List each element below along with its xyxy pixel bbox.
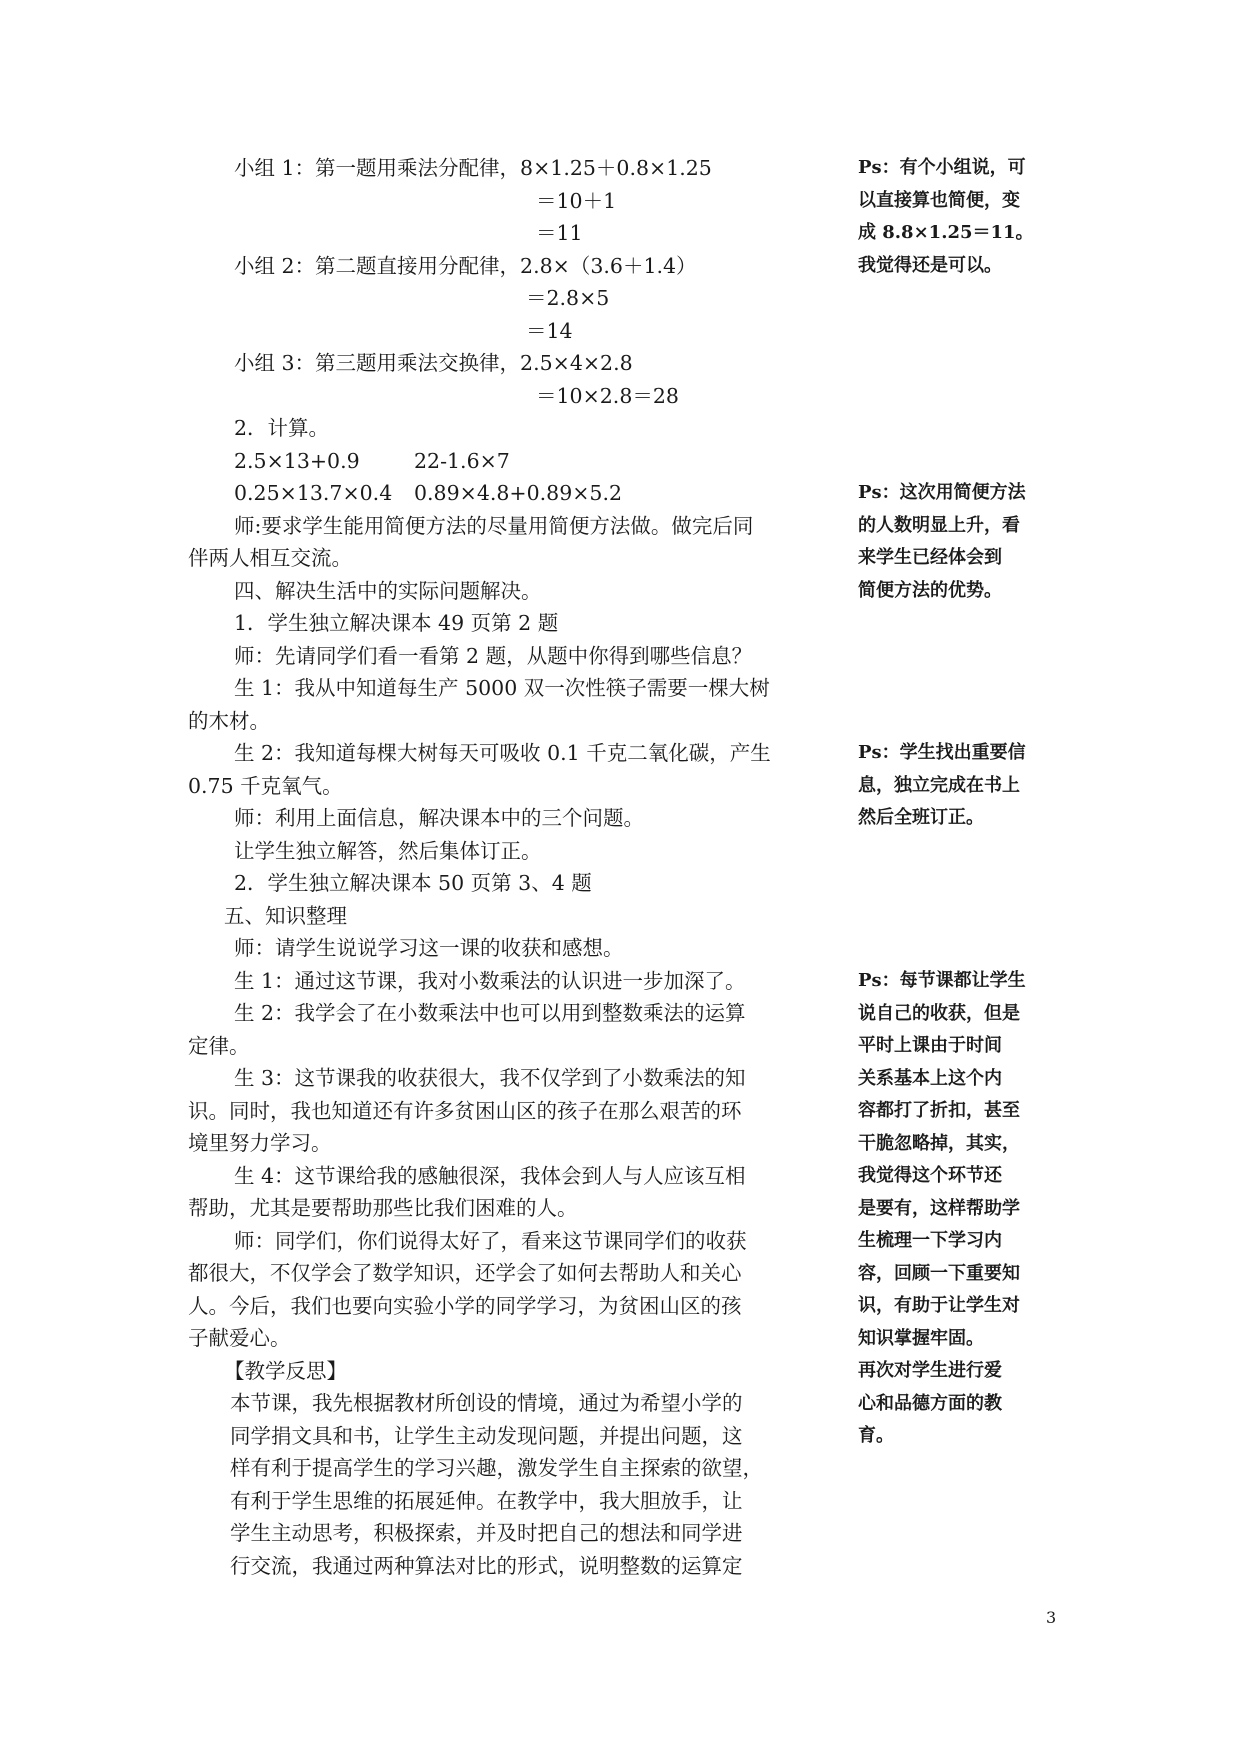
note-line: 说自己的收获，但是 <box>858 1002 1020 1024</box>
note-line: 来学生已经体会到 <box>858 547 1002 568</box>
text-line: 师：请学生说说学习这一课的收获和感想。 <box>234 936 624 960</box>
text-line: 有利于学生思维的拓展延伸。在教学中，我大胆放手，让 <box>230 1488 743 1513</box>
note-line: 干脆忽略掉，其实， <box>858 1132 1020 1154</box>
text-line: 生 1：通过这节课，我对小数乘法的认识进一步加深了。 <box>234 968 746 993</box>
note-line: Ps：学生找出重要信 <box>858 742 1026 763</box>
section-heading: 五、知识整理 <box>224 903 347 928</box>
text-line: 生 4：这节课给我的感触很深，我体会到人与人应该互相 <box>234 1163 746 1188</box>
text-line: 识。同时，我也知道还有许多贫困山区的孩子在那么艰苦的环 <box>188 1098 742 1123</box>
text-line: 境里努力学习。 <box>188 1131 332 1155</box>
text-line: 2．学生独立解决课本 50 页第 3、4 题 <box>234 871 592 895</box>
margin-note <box>858 152 1034 282</box>
text-line: ＝14 <box>526 318 573 343</box>
formula: 0.89×4.8+0.89×5.2 <box>414 481 623 505</box>
note-line: 容都打了折扣，甚至 <box>858 1100 1020 1121</box>
note-line: 知识掌握牢固。 <box>858 1327 984 1349</box>
text-line: 师：先请同学们看一看第 2 题，从题中你得到哪些信息？ <box>234 643 753 668</box>
note-line: 再次对学生进行爱 <box>858 1360 1002 1381</box>
note-line: 生梳理一下学习内 <box>858 1230 1002 1251</box>
text-line: 本节课，我先根据教材所创设的情境，通过为希望小学的 <box>230 1391 743 1415</box>
text-line: 人。今后，我们也要向实验小学的同学学习，为贫困山区的孩 <box>188 1293 742 1318</box>
page-number: 3 <box>1046 1608 1057 1627</box>
text-line: ＝11 <box>536 221 583 245</box>
text-line: 生 1：我从中知道每生产 5000 双一次性筷子需要一棵大树 <box>234 676 770 700</box>
text-line: 小组 3：第三题用乘法交换律，2.5×4×2.8 <box>234 351 633 375</box>
text-line: 让学生独立解答，然后集体订正。 <box>234 838 542 863</box>
note-line: 是要有，这样帮助学 <box>858 1197 1020 1219</box>
note-line: 育。 <box>858 1425 894 1446</box>
note-line: 我觉得这个环节还 <box>858 1165 1002 1186</box>
text-line: 同学捐文具和书，让学生主动发现问题，并提出问题，这 <box>230 1423 743 1448</box>
note-line: 识，有助于让学生对 <box>858 1295 1020 1316</box>
text-line: 生 3：这节课我的收获很大，我不仅学到了小数乘法的知 <box>234 1066 746 1090</box>
margin-note <box>858 477 1026 607</box>
text-line: 的木材。 <box>188 708 270 733</box>
text-line: 师：同学们，你们说得太好了，看来这节课同学们的收获 <box>234 1228 747 1253</box>
text-line: ＝2.8×5 <box>526 286 610 310</box>
margin-note <box>858 737 1026 835</box>
text-line: 伴两人相互交流。 <box>188 546 352 570</box>
formula-line <box>188 477 816 510</box>
text-line: 行交流，我通过两种算法对比的形式，说明整数的运算定 <box>230 1553 743 1578</box>
main-text <box>188 152 816 1582</box>
text-line: ＝10＋1 <box>536 188 617 213</box>
text-line: 0.75 千克氧气。 <box>188 773 343 798</box>
text-line: 样有利于提高学生的学习兴趣，激发学生自主探索的欲望， <box>230 1456 763 1480</box>
text-line: 2．计算。 <box>234 416 330 440</box>
text-line: 帮助，尤其是要帮助那些比我们困难的人。 <box>188 1196 578 1220</box>
text-line: 子献爱心。 <box>188 1326 291 1350</box>
text-line: 生 2：我知道每棵大树每天可吸收 0.1 千克二氧化碳，产生 <box>234 741 771 765</box>
text-line: 定律。 <box>188 1033 250 1058</box>
text-line: 四、解决生活中的实际问题解决。 <box>234 578 542 603</box>
note-line: 然后全班订正。 <box>858 807 984 828</box>
text-line: ＝10×2.8＝28 <box>536 383 679 408</box>
note-line: 简便方法的优势。 <box>858 579 1002 601</box>
text-line: 1．学生独立解决课本 49 页第 2 题 <box>234 611 559 635</box>
formula-line <box>188 445 816 478</box>
note-line: 息，独立完成在书上 <box>858 774 1020 796</box>
text-line: 小组 2：第二题直接用分配律，2.8×（3.6＋1.4） <box>234 253 697 278</box>
text-line: 学生主动思考，积极探索，并及时把自己的想法和同学进 <box>230 1521 743 1545</box>
formula: 2.5×13+0.9 <box>234 448 360 473</box>
note-line: 以直接算也简便，变 <box>858 189 1020 211</box>
text-line: 生 2：我学会了在小数乘法中也可以用到整数乘法的运算 <box>234 1001 746 1025</box>
note-line: 成 8.8×1.25＝11。 <box>858 222 1034 243</box>
text-line: 师：利用上面信息，解决课本中的三个问题。 <box>234 806 644 830</box>
note-line: Ps：这次用简便方法 <box>858 482 1026 503</box>
note-line: 我觉得还是可以。 <box>858 254 1002 276</box>
note-line: 的人数明显上升，看 <box>858 514 1020 536</box>
formula: 0.25×13.7×0.4 <box>234 481 393 505</box>
text-line: 师:要求学生能用简便方法的尽量用简便方法做。做完后同 <box>234 513 754 538</box>
formula: 22-1.6×7 <box>414 448 510 473</box>
note-line: Ps：有个小组说，可 <box>858 157 1026 178</box>
text-line: 小组 1：第一题用乘法分配律，8×1.25＋0.8×1.25 <box>234 156 712 180</box>
note-line: 心和品德方面的教 <box>858 1392 1002 1414</box>
note-line: 关系基本上这个内 <box>858 1067 1002 1089</box>
text-line: 都很大，不仅学会了数学知识，还学会了如何去帮助人和关心 <box>188 1261 742 1285</box>
note-line: 容，回顾一下重要知 <box>858 1262 1020 1284</box>
note-line: Ps：每节课都让学生 <box>858 970 1026 991</box>
section-heading: 【教学反思】 <box>224 1358 347 1383</box>
margin-note <box>858 965 1026 1453</box>
note-line: 平时上课由于时间 <box>858 1035 1002 1056</box>
